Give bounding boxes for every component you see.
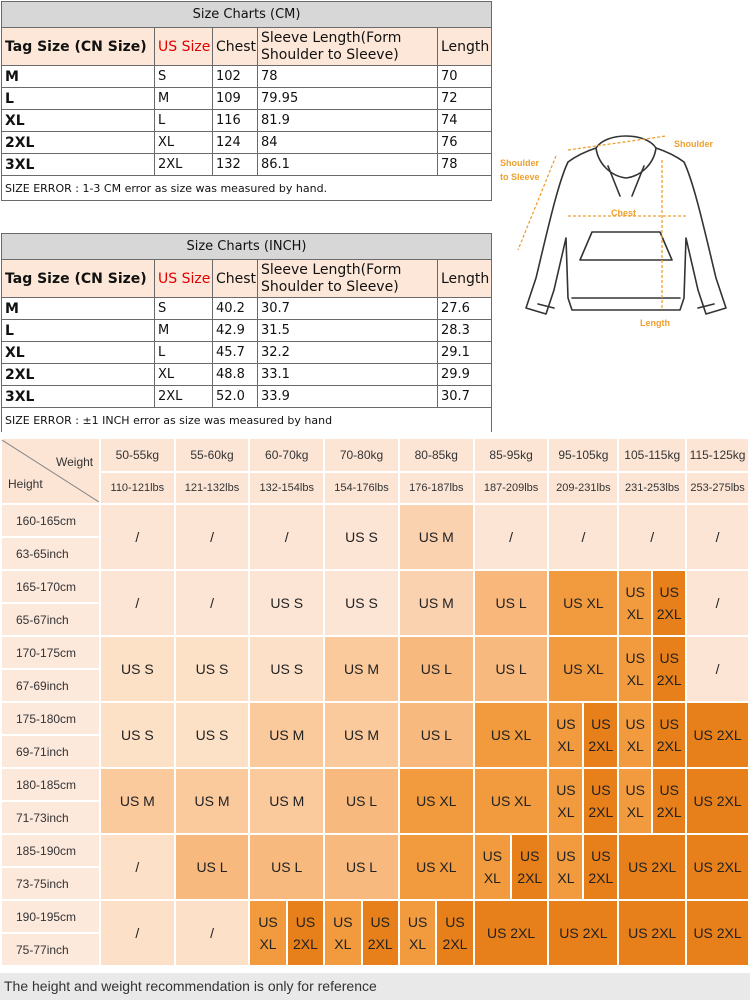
split-size-half — [325, 901, 361, 965]
size-cell: US M — [249, 702, 324, 768]
cell-us-size: 2XL — [155, 386, 213, 408]
size-chart-title: Size Charts (INCH) — [2, 234, 492, 260]
size-cell: US S — [249, 570, 324, 636]
size-chart-title: Size Charts (CM) — [2, 2, 492, 28]
header-chest: Chest — [213, 28, 258, 66]
size-label: US XL — [625, 782, 645, 820]
height-inch-label: 65-67inch — [1, 603, 100, 636]
height-cm-label: 160-165cm — [1, 504, 100, 537]
size-cell: US S — [175, 702, 250, 768]
size-cell: US M — [399, 504, 474, 570]
split-size-half — [652, 571, 685, 635]
table-row — [2, 364, 492, 386]
cell-chest: 116 — [213, 110, 258, 132]
size-cell: US M — [399, 570, 474, 636]
table-header-row — [2, 28, 492, 66]
size-cell: / — [100, 900, 175, 966]
split-size-half — [549, 703, 583, 767]
split-size-cell — [619, 637, 685, 701]
cell-us-size: L — [155, 342, 213, 364]
height-inch-label: 67-69inch — [1, 669, 100, 702]
size-error-note: SIZE ERROR : ±1 INCH error as size was measured by hand — [2, 408, 492, 433]
size-cell — [249, 900, 324, 966]
size-label: US XL — [258, 914, 278, 952]
header-sleeve-length: Sleeve Length(Form Shoulder to Sleeve) — [258, 260, 438, 298]
cell-sleeve: 33.1 — [258, 364, 438, 386]
label-chest: Chest — [611, 208, 637, 218]
table-row — [2, 298, 492, 320]
size-cell: US M — [249, 768, 324, 834]
table-row — [2, 154, 492, 176]
split-size-cell — [250, 901, 323, 965]
cell-chest: 124 — [213, 132, 258, 154]
size-cell: US M — [324, 636, 399, 702]
size-cell: US S — [324, 504, 399, 570]
hoodie-measurement-illustration — [496, 128, 750, 332]
weight-lbs-header: 209-231lbs — [548, 472, 618, 504]
height-inch-label: 73-75inch — [1, 867, 100, 900]
size-label: US XL — [556, 782, 576, 820]
size-cell: / — [100, 570, 175, 636]
split-size-cell — [549, 769, 617, 833]
corner-diagonal — [2, 440, 99, 502]
cell-tag-size: 3XL — [2, 386, 155, 408]
size-cell: US XL — [548, 636, 618, 702]
size-label: US XL — [625, 584, 645, 622]
size-cell: / — [249, 504, 324, 570]
height-cm-label: 185-190cm — [1, 834, 100, 867]
split-size-half — [583, 769, 617, 833]
size-cell: US S — [100, 702, 175, 768]
weight-lbs-header: 176-187lbs — [399, 472, 474, 504]
weight-lbs-header: 154-176lbs — [324, 472, 399, 504]
size-label: US XL — [625, 716, 645, 754]
cell-length: 78 — [438, 154, 492, 176]
cell-length: 30.7 — [438, 386, 492, 408]
size-label: US XL — [556, 716, 576, 754]
weight-lbs-header: 187-209lbs — [474, 472, 549, 504]
height-row — [1, 504, 749, 537]
cell-us-size: M — [155, 88, 213, 110]
height-inch-label: 71-73inch — [1, 801, 100, 834]
cell-tag-size: 3XL — [2, 154, 155, 176]
label-shoulder-to-sleeve: Shoulder — [500, 158, 540, 168]
size-cell — [618, 702, 686, 768]
size-cell: US XL — [548, 570, 618, 636]
size-cell: US L — [399, 636, 474, 702]
size-cell: / — [686, 570, 749, 636]
header-us-size: US Size — [155, 28, 213, 66]
size-cell: / — [474, 504, 549, 570]
size-cell: / — [686, 636, 749, 702]
size-label: US XL — [482, 848, 503, 886]
split-size-half — [652, 637, 685, 701]
split-size-cell — [619, 769, 685, 833]
split-size-cell — [619, 703, 685, 767]
weight-kg-header: 55-60kg — [175, 438, 250, 472]
cell-length: 72 — [438, 88, 492, 110]
size-cell: / — [686, 504, 749, 570]
split-size-half — [549, 835, 583, 899]
header-tag-size: Tag Size (CN Size) — [2, 260, 155, 298]
cell-tag-size: XL — [2, 342, 155, 364]
height-inch-label: 69-71inch — [1, 735, 100, 768]
grid-corner — [1, 438, 100, 504]
cell-length: 28.3 — [438, 320, 492, 342]
weight-lbs-header: 110-121lbs — [100, 472, 175, 504]
split-size-half — [436, 901, 472, 965]
size-cell: US S — [324, 570, 399, 636]
size-label: US 2XL — [656, 650, 682, 688]
split-size-half — [362, 901, 398, 965]
cell-chest: 45.7 — [213, 342, 258, 364]
cell-sleeve: 84 — [258, 132, 438, 154]
size-label: US XL — [333, 914, 353, 952]
corner-weight-label: Weight — [56, 455, 94, 469]
cell-sleeve: 33.9 — [258, 386, 438, 408]
cell-tag-size: M — [2, 298, 155, 320]
split-size-half — [511, 835, 547, 899]
size-label: US 2XL — [367, 914, 393, 952]
split-size-half — [287, 901, 323, 965]
cell-sleeve: 78 — [258, 66, 438, 88]
split-size-half — [619, 637, 652, 701]
recommendation-rows — [1, 504, 749, 966]
split-size-half — [250, 901, 286, 965]
size-cell: / — [100, 504, 175, 570]
cell-chest: 42.9 — [213, 320, 258, 342]
cell-us-size: XL — [155, 364, 213, 386]
cell-length: 76 — [438, 132, 492, 154]
table-row — [2, 132, 492, 154]
cell-sleeve: 31.5 — [258, 320, 438, 342]
cell-tag-size: 2XL — [2, 364, 155, 386]
size-label: US 2XL — [656, 716, 682, 754]
split-size-half — [400, 901, 436, 965]
size-label: US XL — [625, 650, 645, 688]
size-label: US XL — [556, 848, 576, 886]
size-cell: US L — [324, 834, 399, 900]
size-cell: US XL — [399, 768, 474, 834]
size-label: US 2XL — [292, 914, 318, 952]
table-header-row — [2, 260, 492, 298]
cell-tag-size: 2XL — [2, 132, 155, 154]
split-size-half — [475, 835, 511, 899]
size-label: US 2XL — [588, 848, 614, 886]
split-size-half — [652, 703, 685, 767]
split-size-half — [619, 703, 652, 767]
split-size-cell — [400, 901, 473, 965]
height-row — [1, 768, 749, 801]
size-cell: US 2XL — [686, 768, 749, 834]
cell-sleeve: 32.2 — [258, 342, 438, 364]
size-chart-inch-table — [1, 233, 492, 432]
size-cell: / — [175, 570, 250, 636]
height-inch-label: 75-77inch — [1, 933, 100, 966]
table-row — [2, 66, 492, 88]
size-label: US 2XL — [517, 848, 543, 886]
size-cell: / — [100, 834, 175, 900]
height-cm-label: 170-175cm — [1, 636, 100, 669]
weight-lbs-header: 253-275lbs — [686, 472, 749, 504]
size-cell — [548, 702, 618, 768]
size-cell: US L — [249, 834, 324, 900]
cell-us-size: L — [155, 110, 213, 132]
size-cell — [618, 570, 686, 636]
cell-tag-size: L — [2, 320, 155, 342]
cell-chest: 102 — [213, 66, 258, 88]
size-cell: US XL — [474, 702, 549, 768]
weight-kg-header: 50-55kg — [100, 438, 175, 472]
reference-footnote: The height and weight recommendation is only for reference — [0, 973, 750, 1000]
corner-height-label: Height — [8, 477, 43, 491]
header-length: Length — [438, 260, 492, 298]
split-size-half — [549, 769, 583, 833]
size-cell: US L — [474, 636, 549, 702]
size-recommendation-grid — [0, 437, 750, 967]
table-row — [2, 320, 492, 342]
height-row — [1, 636, 749, 669]
height-row — [1, 834, 749, 867]
cell-sleeve: 86.1 — [258, 154, 438, 176]
measurement-guides — [518, 136, 686, 308]
size-cell: US 2XL — [618, 900, 686, 966]
cell-length: 70 — [438, 66, 492, 88]
weight-kg-header: 80-85kg — [399, 438, 474, 472]
size-cell — [548, 768, 618, 834]
size-label: US 2XL — [588, 716, 614, 754]
cell-us-size: S — [155, 66, 213, 88]
cell-us-size: S — [155, 298, 213, 320]
size-rows — [2, 298, 492, 408]
split-size-cell — [549, 703, 617, 767]
height-cm-label: 175-180cm — [1, 702, 100, 735]
weight-kg-header: 85-95kg — [474, 438, 549, 472]
split-size-half — [619, 769, 652, 833]
cell-length: 74 — [438, 110, 492, 132]
size-cell: US XL — [399, 834, 474, 900]
cell-us-size: M — [155, 320, 213, 342]
size-cell: US L — [175, 834, 250, 900]
height-row — [1, 702, 749, 735]
cell-chest: 48.8 — [213, 364, 258, 386]
weight-lbs-header: 231-253lbs — [618, 472, 686, 504]
label-length: Length — [640, 318, 670, 328]
table-row — [2, 342, 492, 364]
size-cell: / — [175, 900, 250, 966]
cell-chest: 52.0 — [213, 386, 258, 408]
size-label: US 2XL — [656, 782, 682, 820]
size-label: US 2XL — [588, 782, 614, 820]
cell-length: 29.1 — [438, 342, 492, 364]
weight-kg-header: 105-115kg — [618, 438, 686, 472]
weight-kg-header: 115-125kg — [686, 438, 749, 472]
size-rows — [2, 66, 492, 176]
cell-length: 27.6 — [438, 298, 492, 320]
split-size-cell — [325, 901, 398, 965]
header-length: Length — [438, 28, 492, 66]
split-size-half — [583, 835, 617, 899]
weight-lbs-header: 132-154lbs — [249, 472, 324, 504]
weight-lbs-header: 121-132lbs — [175, 472, 250, 504]
size-chart-cm-table — [1, 1, 492, 201]
cell-us-size: XL — [155, 132, 213, 154]
size-cell: US S — [249, 636, 324, 702]
size-cell: US M — [324, 702, 399, 768]
size-cell: US M — [175, 768, 250, 834]
size-cell: US S — [175, 636, 250, 702]
table-row — [2, 386, 492, 408]
size-cell — [618, 768, 686, 834]
size-cell: / — [175, 504, 250, 570]
cell-sleeve: 30.7 — [258, 298, 438, 320]
height-cm-label: 190-195cm — [1, 900, 100, 933]
size-label: US XL — [407, 914, 428, 952]
split-size-half — [652, 769, 685, 833]
height-cm-label: 165-170cm — [1, 570, 100, 603]
split-size-cell — [619, 571, 685, 635]
size-cell — [324, 900, 399, 966]
cell-length: 29.9 — [438, 364, 492, 386]
cell-tag-size: XL — [2, 110, 155, 132]
table-row — [2, 110, 492, 132]
height-row — [1, 900, 749, 933]
size-cell: US L — [324, 768, 399, 834]
cell-tag-size: L — [2, 88, 155, 110]
header-us-size: US Size — [155, 260, 213, 298]
hoodie-outline — [526, 136, 726, 314]
size-label: US 2XL — [442, 914, 468, 952]
split-size-half — [619, 571, 652, 635]
size-error-note: SIZE ERROR : 1-3 CM error as size was measured by hand. — [2, 176, 492, 201]
size-cell — [548, 834, 618, 900]
size-cell: US L — [474, 570, 549, 636]
size-cell: US 2XL — [474, 900, 549, 966]
split-size-half — [583, 703, 617, 767]
size-cell: / — [548, 504, 618, 570]
header-tag-size: Tag Size (CN Size) — [2, 28, 155, 66]
cell-chest: 109 — [213, 88, 258, 110]
weight-kg-header: 95-105kg — [548, 438, 618, 472]
size-cell — [618, 636, 686, 702]
weight-kg-header: 60-70kg — [249, 438, 324, 472]
size-cell: US 2XL — [548, 900, 618, 966]
size-cell: US XL — [474, 768, 549, 834]
cell-chest: 132 — [213, 154, 258, 176]
label-shoulder-to-sleeve-2: to Sleeve — [500, 172, 540, 182]
size-cell: US 2XL — [686, 834, 749, 900]
split-size-cell — [549, 835, 617, 899]
table-row — [2, 88, 492, 110]
size-cell — [399, 900, 474, 966]
cell-sleeve: 79.95 — [258, 88, 438, 110]
cell-sleeve: 81.9 — [258, 110, 438, 132]
size-cell: US 2XL — [686, 900, 749, 966]
size-cell — [474, 834, 549, 900]
weight-kg-header: 70-80kg — [324, 438, 399, 472]
size-cell: / — [618, 504, 686, 570]
size-label: US 2XL — [656, 584, 682, 622]
header-chest: Chest — [213, 260, 258, 298]
size-cell: US M — [100, 768, 175, 834]
height-cm-label: 180-185cm — [1, 768, 100, 801]
cell-us-size: 2XL — [155, 154, 213, 176]
split-size-cell — [475, 835, 548, 899]
header-sleeve-length: Sleeve Length(Form Shoulder to Sleeve) — [258, 28, 438, 66]
size-cell: US L — [399, 702, 474, 768]
height-inch-label: 63-65inch — [1, 537, 100, 570]
cell-tag-size: M — [2, 66, 155, 88]
label-shoulder: Shoulder — [674, 139, 714, 149]
height-row — [1, 570, 749, 603]
cell-chest: 40.2 — [213, 298, 258, 320]
size-cell: US 2XL — [618, 834, 686, 900]
size-cell: US S — [100, 636, 175, 702]
size-cell: US 2XL — [686, 702, 749, 768]
